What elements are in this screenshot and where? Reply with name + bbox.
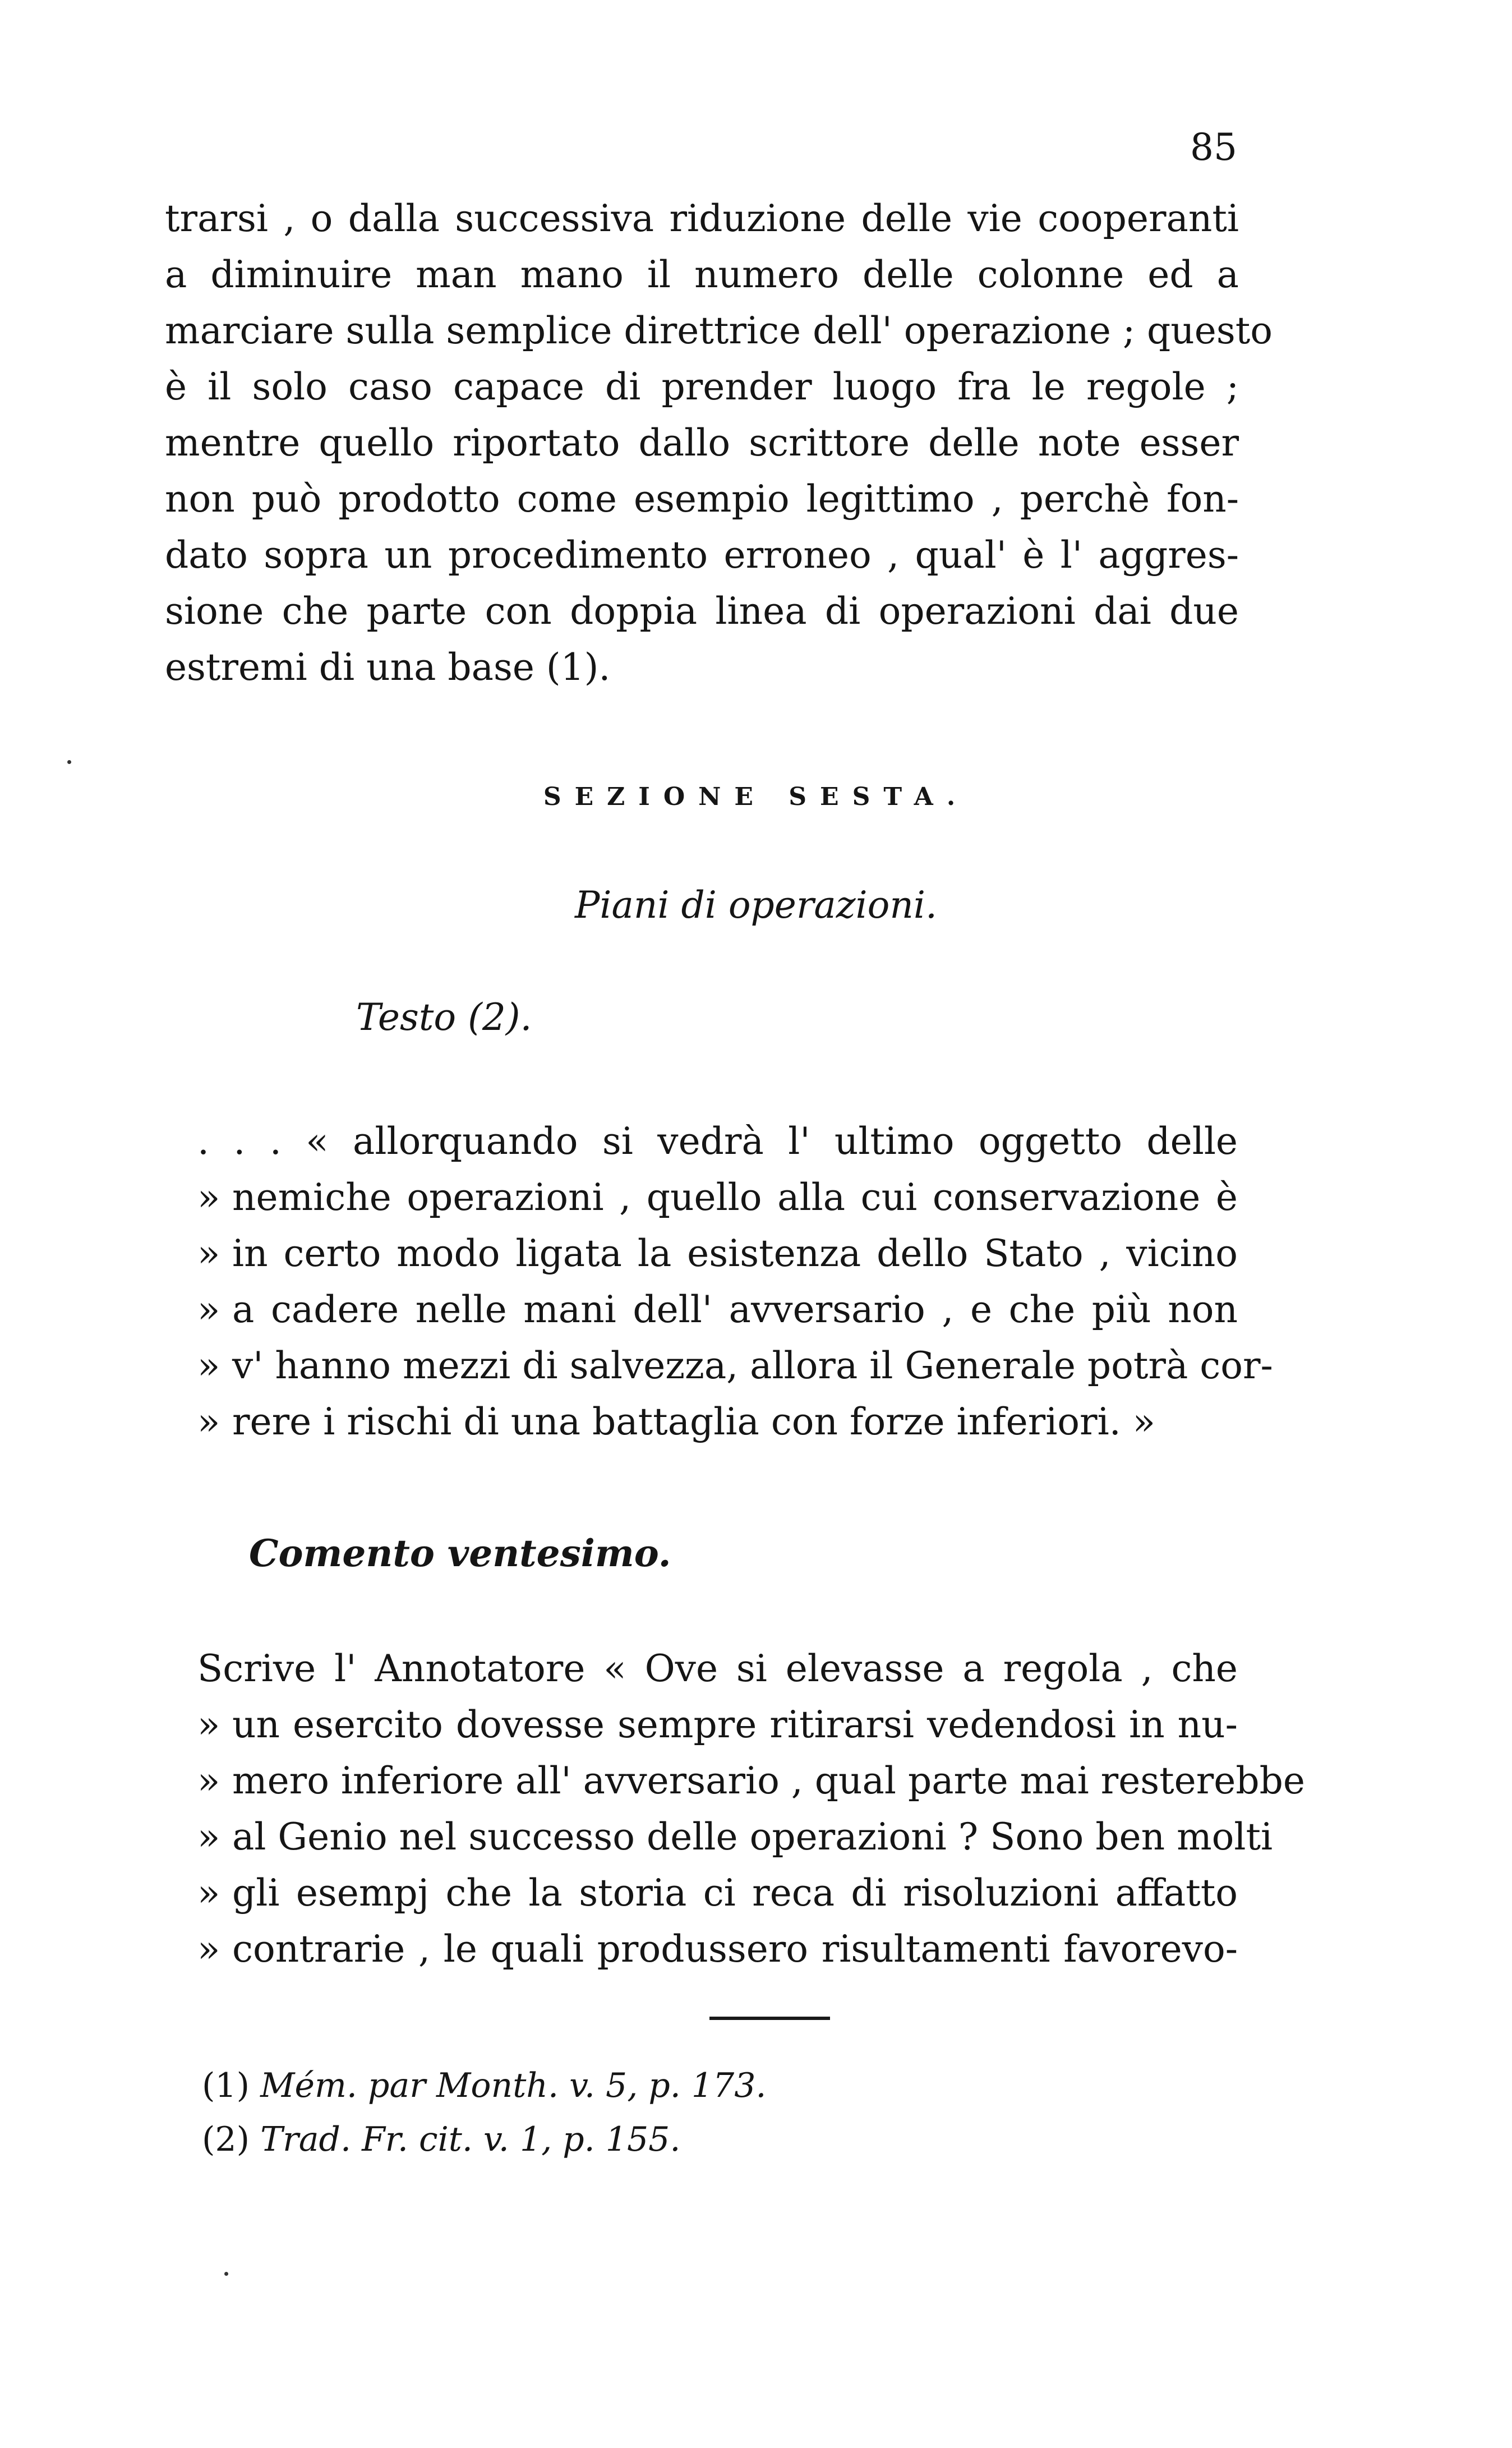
text-line: estremi di una base (1).	[165, 646, 611, 689]
text-line: sione che parte con doppia linea di operazioni dai due	[165, 590, 1239, 633]
quote-line	[197, 1170, 1238, 1226]
quote-line-text: a cadere nelle mani dell' avversario , e che più non	[232, 1288, 1238, 1331]
quote-line-text: al Genio nel successo delle operazioni ? Sono ben molti	[232, 1815, 1273, 1858]
testo-label: Testo (2).	[356, 996, 532, 1039]
quote-mark: »	[197, 1288, 220, 1331]
quote-mark: »	[197, 1815, 220, 1858]
text-line: dato sopra un procedimento erroneo , qual' è l' aggres-	[165, 533, 1239, 577]
text-line: non può prodotto come esempio legittimo , perchè fon-	[165, 477, 1239, 521]
footnote-number: (1)	[202, 2066, 250, 2105]
quote-line	[197, 1338, 1273, 1394]
quote-line-text: un esercito dovesse sempre ritirarsi vedendosi in nu-	[232, 1703, 1238, 1746]
footnote-divider	[709, 2017, 830, 2020]
comment-heading: Comento ventesimo.	[249, 1531, 671, 1575]
quote-mark: »	[197, 1703, 220, 1746]
quote-mark: »	[197, 1344, 220, 1387]
quote-mark: »	[197, 1927, 220, 1971]
text-line: a diminuire man mano il numero delle colonne ed a	[165, 253, 1239, 296]
quote-line-text: gli esempj che la storia ci reca di risoluzioni affatto	[232, 1871, 1238, 1915]
section-heading: SEZIONE SESTA.	[543, 783, 969, 811]
quote-line	[197, 1226, 1238, 1282]
quote-mark: »	[197, 1232, 220, 1275]
quote-line	[197, 1697, 1238, 1753]
quote-line	[197, 1641, 1238, 1697]
text-line: è il solo caso capace di prender luogo fra le regole ;	[165, 365, 1239, 408]
quote-line	[197, 1753, 1305, 1809]
quote-line	[197, 1865, 1238, 1921]
quote-line-text: nemiche operazioni , quello alla cui conservazione è	[232, 1176, 1238, 1219]
quote-line-text: v' hanno mezzi di salvezza, allora il Generale potrà cor-	[232, 1344, 1273, 1387]
paper-speck	[224, 2272, 228, 2276]
page-number: 85	[1190, 126, 1237, 169]
quote-line	[197, 1282, 1238, 1338]
quote-line	[197, 1809, 1273, 1865]
footnote	[202, 2059, 766, 2113]
quote-line	[197, 1921, 1238, 1977]
paper-speck	[67, 760, 71, 764]
quote-mark: »	[197, 1759, 220, 1802]
quote-line-text: contrarie , le quali produssero risultamenti favorevo-	[232, 1927, 1238, 1971]
quote-line	[197, 1394, 1238, 1450]
quote-line-text: rere i rischi di una battaglia con forze inferiori. »	[232, 1400, 1156, 1443]
quote-mark: »	[197, 1400, 220, 1443]
footnote-reference: Trad. Fr. cit. v. 1, p. 155.	[260, 2120, 681, 2159]
footnotes	[202, 2059, 766, 2166]
quoted-text	[197, 1113, 1273, 1450]
footnote-number: (2)	[202, 2120, 250, 2159]
footnote	[202, 2113, 766, 2166]
quote-line	[197, 1113, 1238, 1170]
quote-mark: »	[197, 1176, 220, 1219]
text-line: marciare sulla semplice direttrice dell' operazione ; questo	[165, 309, 1273, 352]
paragraph-continuation	[165, 191, 1273, 696]
text-line: mentre quello riportato dallo scrittore delle note esser	[165, 421, 1239, 464]
quote-line-text: mero inferiore all' avversario , qual parte mai resterebbe	[232, 1759, 1305, 1802]
quoted-text	[197, 1641, 1305, 1977]
section-title: Piani di operazioni.	[575, 884, 937, 927]
quote-mark: »	[197, 1871, 220, 1915]
text-line: trarsi , o dalla successiva riduzione delle vie cooperanti	[165, 197, 1239, 240]
quote-line-text: in certo modo ligata la esistenza dello Stato , vicino	[232, 1232, 1238, 1275]
quote-line-text: . . . « allorquando si vedrà l' ultimo oggetto delle	[197, 1120, 1238, 1163]
footnote-reference: Mém. par Month. v. 5, p. 173.	[260, 2066, 767, 2105]
quote-line-text: Scrive l' Annotatore « Ove si elevasse a regola , che	[197, 1647, 1238, 1690]
